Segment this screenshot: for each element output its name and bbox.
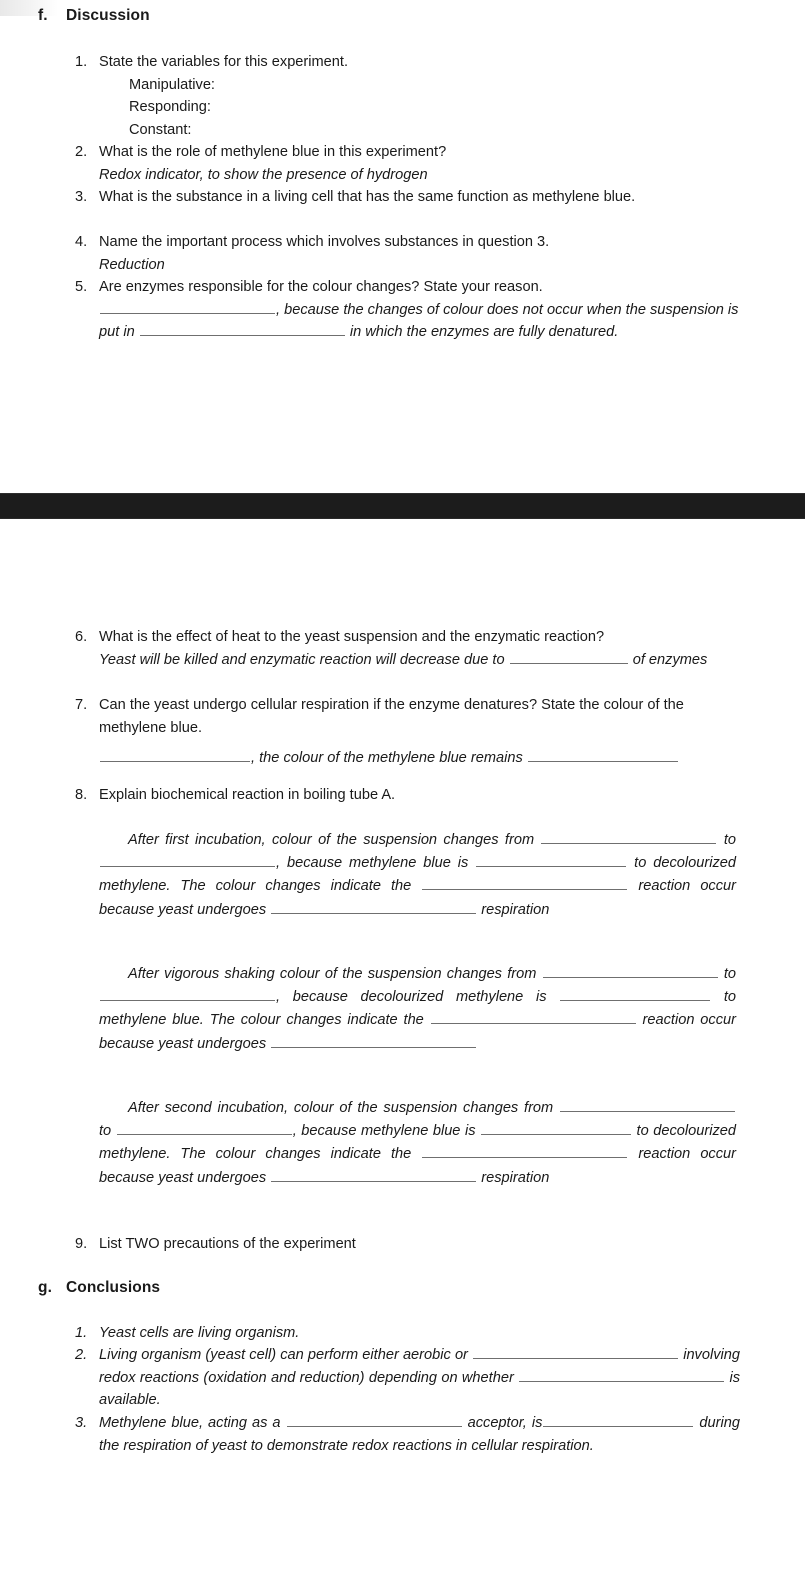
question-row-5: [75, 276, 740, 344]
question-number-4: 4.: [75, 234, 88, 250]
question-number-1: 1.: [75, 54, 88, 70]
question-text-5: Are enzymes responsible for the colour changes? State your reason.: [99, 279, 543, 295]
section-marker-f: f.: [38, 7, 48, 24]
explanation-paragraph-vigorous-shaking: [99, 963, 736, 1056]
answer-text-7: [99, 739, 740, 770]
para2-fragment-3: , because decolourized methylene is: [276, 989, 560, 1006]
para3-fragment-6: respiration: [477, 1169, 550, 1186]
question-row-2: [75, 141, 740, 186]
question-body-3: [99, 186, 740, 209]
question-number-7: 7.: [75, 697, 88, 713]
question-number-5: 5.: [75, 279, 88, 295]
fill-blank[interactable]: [422, 1144, 627, 1159]
conclusion-text-1: Yeast cells are living organism.: [99, 1325, 300, 1341]
para1-fragment-5: reaction occur because yeast undergoes: [99, 878, 737, 918]
question-row-7: [75, 694, 740, 770]
para1-lastline: [270, 902, 549, 918]
variable-responding: Responding:: [129, 99, 211, 116]
fill-blank[interactable]: [543, 963, 718, 978]
page-break-separator: [0, 493, 805, 519]
conclusion-row-1: [75, 1322, 740, 1345]
answer-text-6: [99, 649, 740, 672]
para3-fragment-1: After second incubation, colour of the suspension changes from: [128, 1100, 559, 1116]
question-body-2: [99, 141, 740, 186]
question-text-9: List TWO precautions of the experiment: [99, 1236, 356, 1252]
answer-fragment-5b: in which the enzymes are fully denatured.: [345, 324, 619, 341]
answer-fragment-5a: , because the changes of colour does not occur when the suspension is put in: [99, 301, 739, 341]
fill-blank[interactable]: [271, 1033, 476, 1048]
fill-blank[interactable]: [431, 1010, 636, 1025]
question-text-2: What is the role of methylene blue in this experiment?: [99, 144, 447, 160]
variable-manipulative: Manipulative:: [129, 76, 215, 93]
para1-fragment-1: After first incubation, colour of the suspension changes from: [128, 832, 541, 848]
question-number-2: 2.: [75, 144, 88, 160]
conclusion-body-2: [99, 1344, 740, 1412]
fill-blank[interactable]: [473, 1344, 678, 1359]
question-number-6: 6.: [75, 629, 88, 645]
fill-blank[interactable]: [100, 852, 275, 867]
para2-fragment-4: to methylene blue. The colour changes indicate the: [99, 989, 736, 1029]
conclusion-body-3: [99, 1412, 740, 1457]
fill-blank[interactable]: [100, 986, 275, 1001]
question-row-3: [75, 186, 740, 209]
fill-blank[interactable]: [510, 649, 628, 664]
question-row-8: [75, 784, 740, 807]
conclusion2-fragment-1: Living organism (yeast cell) can perform either aerobic or: [99, 1347, 473, 1363]
question-row-9: [75, 1233, 740, 1256]
para3-lastline: [270, 1170, 549, 1186]
fill-blank[interactable]: [271, 1167, 476, 1182]
para3-fragment-5: reaction occur because yeast undergoes: [99, 1146, 737, 1186]
fill-blank[interactable]: [481, 1120, 631, 1135]
conclusion-row-2: [75, 1344, 740, 1412]
explanation-paragraph-second-incubation: [99, 1097, 736, 1190]
conclusion2-fragment-2: involving redox reactions (oxidation and reduction) depending on whether: [99, 1347, 740, 1386]
para3-fragment-4: to decolourized methylene. The colour changes indicate the: [99, 1123, 736, 1163]
para1-fragment-3: , because methylene blue is: [276, 855, 476, 872]
question-body-7: [99, 694, 740, 770]
answer-text-2: Redox indicator, to show the presence of hydrogen: [99, 166, 428, 183]
question-row-4: [75, 231, 740, 276]
section-title-conclusions: Conclusions: [66, 1279, 161, 1296]
answer-fragment-6b: of enzymes: [628, 651, 708, 668]
question-body-6: [99, 626, 740, 671]
fill-blank[interactable]: [100, 299, 275, 314]
question-body-5: [99, 276, 740, 344]
conclusion-number-1: 1.: [75, 1325, 88, 1341]
question-number-8: 8.: [75, 787, 88, 803]
question-row-6: [75, 626, 740, 671]
answer-fragment-6a: Yeast will be killed and enzymatic reaction will decrease due to: [99, 651, 509, 668]
para2-fragment-5: reaction occur because yeast undergoes: [99, 1012, 736, 1052]
fill-blank[interactable]: [140, 321, 345, 336]
para1-fragment-4: to decolourized methylene. The colour changes indicate the: [99, 855, 736, 895]
variable-constant: Constant:: [129, 121, 192, 138]
conclusion-number-3: 3.: [75, 1415, 88, 1431]
question-text-7: Can the yeast undergo cellular respiration if the enzyme denatures? State the colour of the methylene blue.: [99, 697, 684, 736]
fill-blank[interactable]: [560, 1097, 735, 1112]
question-body-4: [99, 231, 740, 276]
para2-fragment-1: After vigorous shaking colour of the suspension changes from: [128, 966, 542, 982]
answer-text-4: Reduction: [99, 256, 165, 273]
para1-fragment-2: to: [717, 832, 736, 848]
conclusion-number-2: 2.: [75, 1347, 88, 1363]
fill-blank[interactable]: [271, 899, 476, 914]
question-number-3: 3.: [75, 189, 88, 205]
conclusion2-fragment-3: is available.: [99, 1369, 740, 1409]
question-text-1: State the variables for this experiment.: [99, 54, 349, 70]
conclusion3-fragment-1: Methylene blue, acting as a: [99, 1415, 286, 1431]
question-body-9: [99, 1233, 740, 1256]
fill-blank[interactable]: [100, 747, 250, 762]
fill-blank[interactable]: [422, 876, 627, 891]
para3-fragment-3: , because methylene blue is: [292, 1123, 481, 1140]
question-body-1: [99, 51, 740, 141]
para2-lastline: [270, 1036, 477, 1052]
para2-fragment-2: to: [718, 966, 736, 982]
answer-text-5: [99, 299, 740, 344]
fill-blank[interactable]: [287, 1412, 462, 1427]
answer-fragment-7a: , the colour of the methylene blue remains: [251, 750, 527, 767]
section-heading-discussion: [38, 7, 150, 25]
conclusion3-fragment-3: during the respiration of yeast to demonstrate redox reactions in cellular respiration.: [99, 1415, 740, 1454]
section-heading-conclusions: [38, 1279, 160, 1297]
para3-fragment-2: to: [99, 1123, 116, 1140]
question-text-3: What is the substance in a living cell that has the same function as methylene blue.: [99, 189, 636, 205]
question-number-9: 9.: [75, 1236, 88, 1252]
fill-blank[interactable]: [560, 986, 710, 1001]
explanation-paragraph-first-incubation: [99, 829, 736, 922]
fill-blank[interactable]: [519, 1367, 724, 1382]
question-text-6: What is the effect of heat to the yeast suspension and the enzymatic reaction?: [99, 629, 605, 645]
question-row-1: [75, 51, 740, 141]
conclusion3-fragment-2: acceptor, is: [462, 1415, 543, 1431]
fill-blank[interactable]: [541, 829, 716, 844]
section-title-discussion: Discussion: [66, 7, 150, 24]
fill-blank[interactable]: [543, 1412, 693, 1427]
question-text-8: Explain biochemical reaction in boiling tube A.: [99, 787, 396, 803]
fill-blank[interactable]: [528, 747, 678, 762]
fill-blank[interactable]: [476, 852, 626, 867]
conclusion-row-3: [75, 1412, 740, 1457]
question-text-4: Name the important process which involves substances in question 3.: [99, 234, 550, 250]
para1-fragment-6: respiration: [477, 901, 550, 918]
section-marker-g: g.: [38, 1279, 52, 1296]
question-body-8: [99, 784, 740, 807]
fill-blank[interactable]: [117, 1120, 292, 1135]
